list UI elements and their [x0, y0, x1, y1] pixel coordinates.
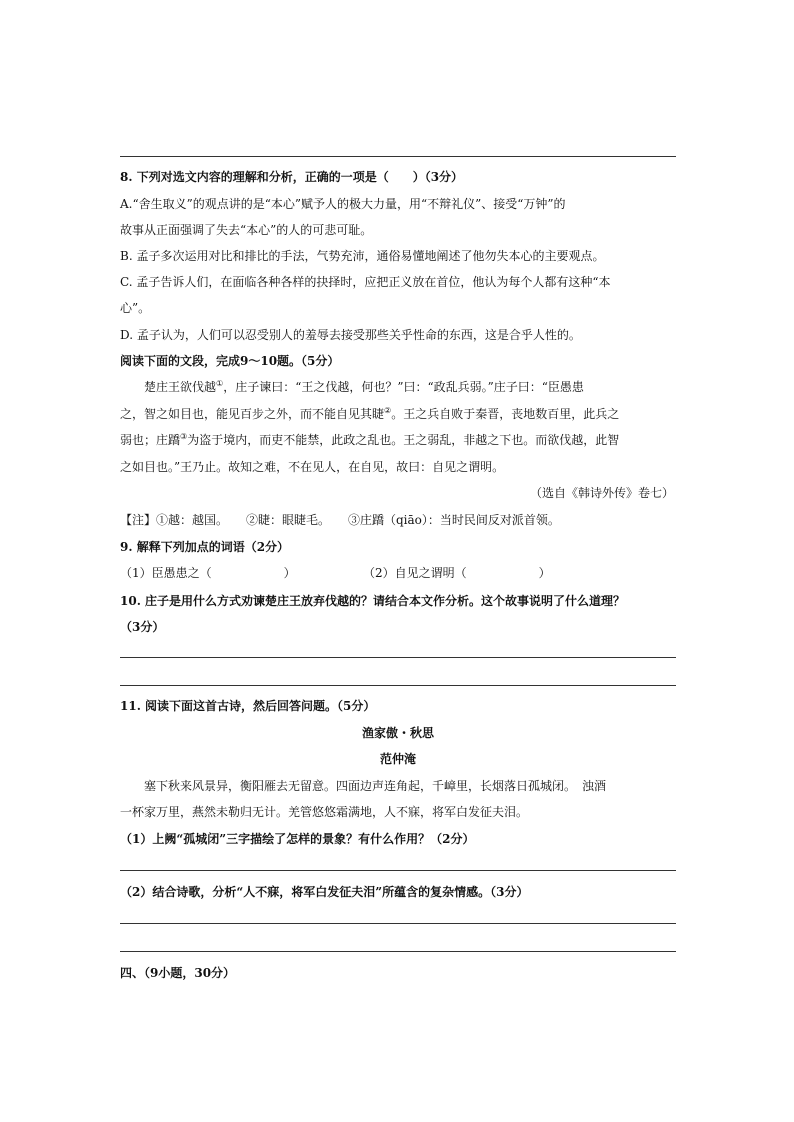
answer-line — [120, 951, 676, 952]
q8-option-a-line2: 故事从正面强调了失去“本心”的人的可悲可耻。 — [120, 223, 373, 237]
q8-option-c-line1: C. 孟子告诉人们，在面临各种各样的抉择时，应把正义放在首位，他认为每个人都有这种“本 — [120, 275, 611, 289]
q9-item-2: （2）自见之谓明（ ） — [363, 566, 551, 580]
passage-intro: 阅读下面的文段，完成9～10题。（5分） — [120, 354, 340, 368]
q10-score: （3分） — [120, 620, 165, 634]
section-four-heading: 四、（9小题，30分） — [120, 966, 236, 980]
poem-line-2: 一杯家万里，燕然未勒归无计。羌管悠悠霜满地，人不寐，将军白发征夫泪。 — [120, 805, 529, 819]
passage-line-4: 之如目也。”王乃止。故知之难，不在见人，在自见，故曰：自见之谓明。 — [120, 460, 505, 474]
passage-line-3: 弱也；庄蹻③为盗于境内，而吏不能禁，此政之乱也。王之弱乱，非越之下也。而欲伐越，此智 — [120, 432, 620, 447]
q8-option-c-line2: 心”。 — [120, 301, 151, 315]
passage-line-1: 楚庄王欲伐越①，庄子谏曰：“王之伐越，何也？”曰：“政乱兵弱。”庄子曰：“臣愚患 — [144, 379, 584, 394]
q8-option-a-line1: A.“舍生取义”的观点讲的是“本心”赋予人的极大力量，用“不辩礼仪”、接受“万钟”的 — [120, 197, 566, 211]
footnote-marker: ① — [216, 379, 224, 388]
footnote-marker: ② — [384, 406, 392, 415]
footnote-marker: ③ — [180, 432, 188, 441]
q8-option-b: B. 孟子多次运用对比和排比的手法，气势充沛，通俗易懂地阐述了他勿失本心的主要观点。 — [120, 249, 605, 263]
passage-line-2: 之，智之如目也，能见百步之外，而不能自见其睫②。王之兵自败于秦晋，丧地数百里，此兵之 — [120, 406, 620, 421]
passage-source: （选自《韩诗外传》卷七） — [529, 486, 674, 500]
q11-sub-2: （2）结合诗歌，分析“人不寐，将军白发征夫泪”所蕴含的复杂情感。（3分） — [120, 885, 529, 899]
answer-line — [120, 923, 676, 924]
answer-line — [120, 870, 676, 871]
answer-line — [120, 657, 676, 658]
poem-author: 范仲淹 — [379, 752, 416, 766]
passage-notes: 【注】①越：越国。 ②睫：眼睫毛。 ③庄蹻（qiāo）：当时民间反对派首领。 — [120, 513, 560, 527]
q10-stem: 10. 庄子是用什么方式劝谏楚庄王放弃伐越的？请结合本文作分析。这个故事说明了什么道理？ — [120, 594, 626, 608]
q11-sub-1: （1）上阙“孤城闭”三字描绘了怎样的景象？有什么作用？（2分） — [120, 832, 475, 846]
q8-option-d: D. 孟子认为，人们可以忍受别人的羞辱去接受那些关乎性命的东西，这是合乎人性的。 — [120, 328, 581, 342]
q8-stem: 8. 下列对选文内容的理解和分析，正确的一项是（ ）（3分） — [120, 170, 464, 184]
q9-item-1: （1）臣愚患之（ ） — [120, 566, 296, 580]
answer-line — [120, 156, 676, 157]
answer-line — [120, 685, 676, 686]
poem-line-1: 塞下秋来风景异，衡阳雁去无留意。四面边声连角起，千嶂里，长烟落日孤城闭。 浊酒 — [144, 779, 607, 793]
q11-stem: 11. 阅读下面这首古诗，然后回答问题。（5分） — [120, 699, 376, 713]
poem-title: 渔家傲・秋思 — [361, 726, 434, 740]
q9-stem: 9. 解释下列加点的词语（2分） — [120, 540, 290, 554]
